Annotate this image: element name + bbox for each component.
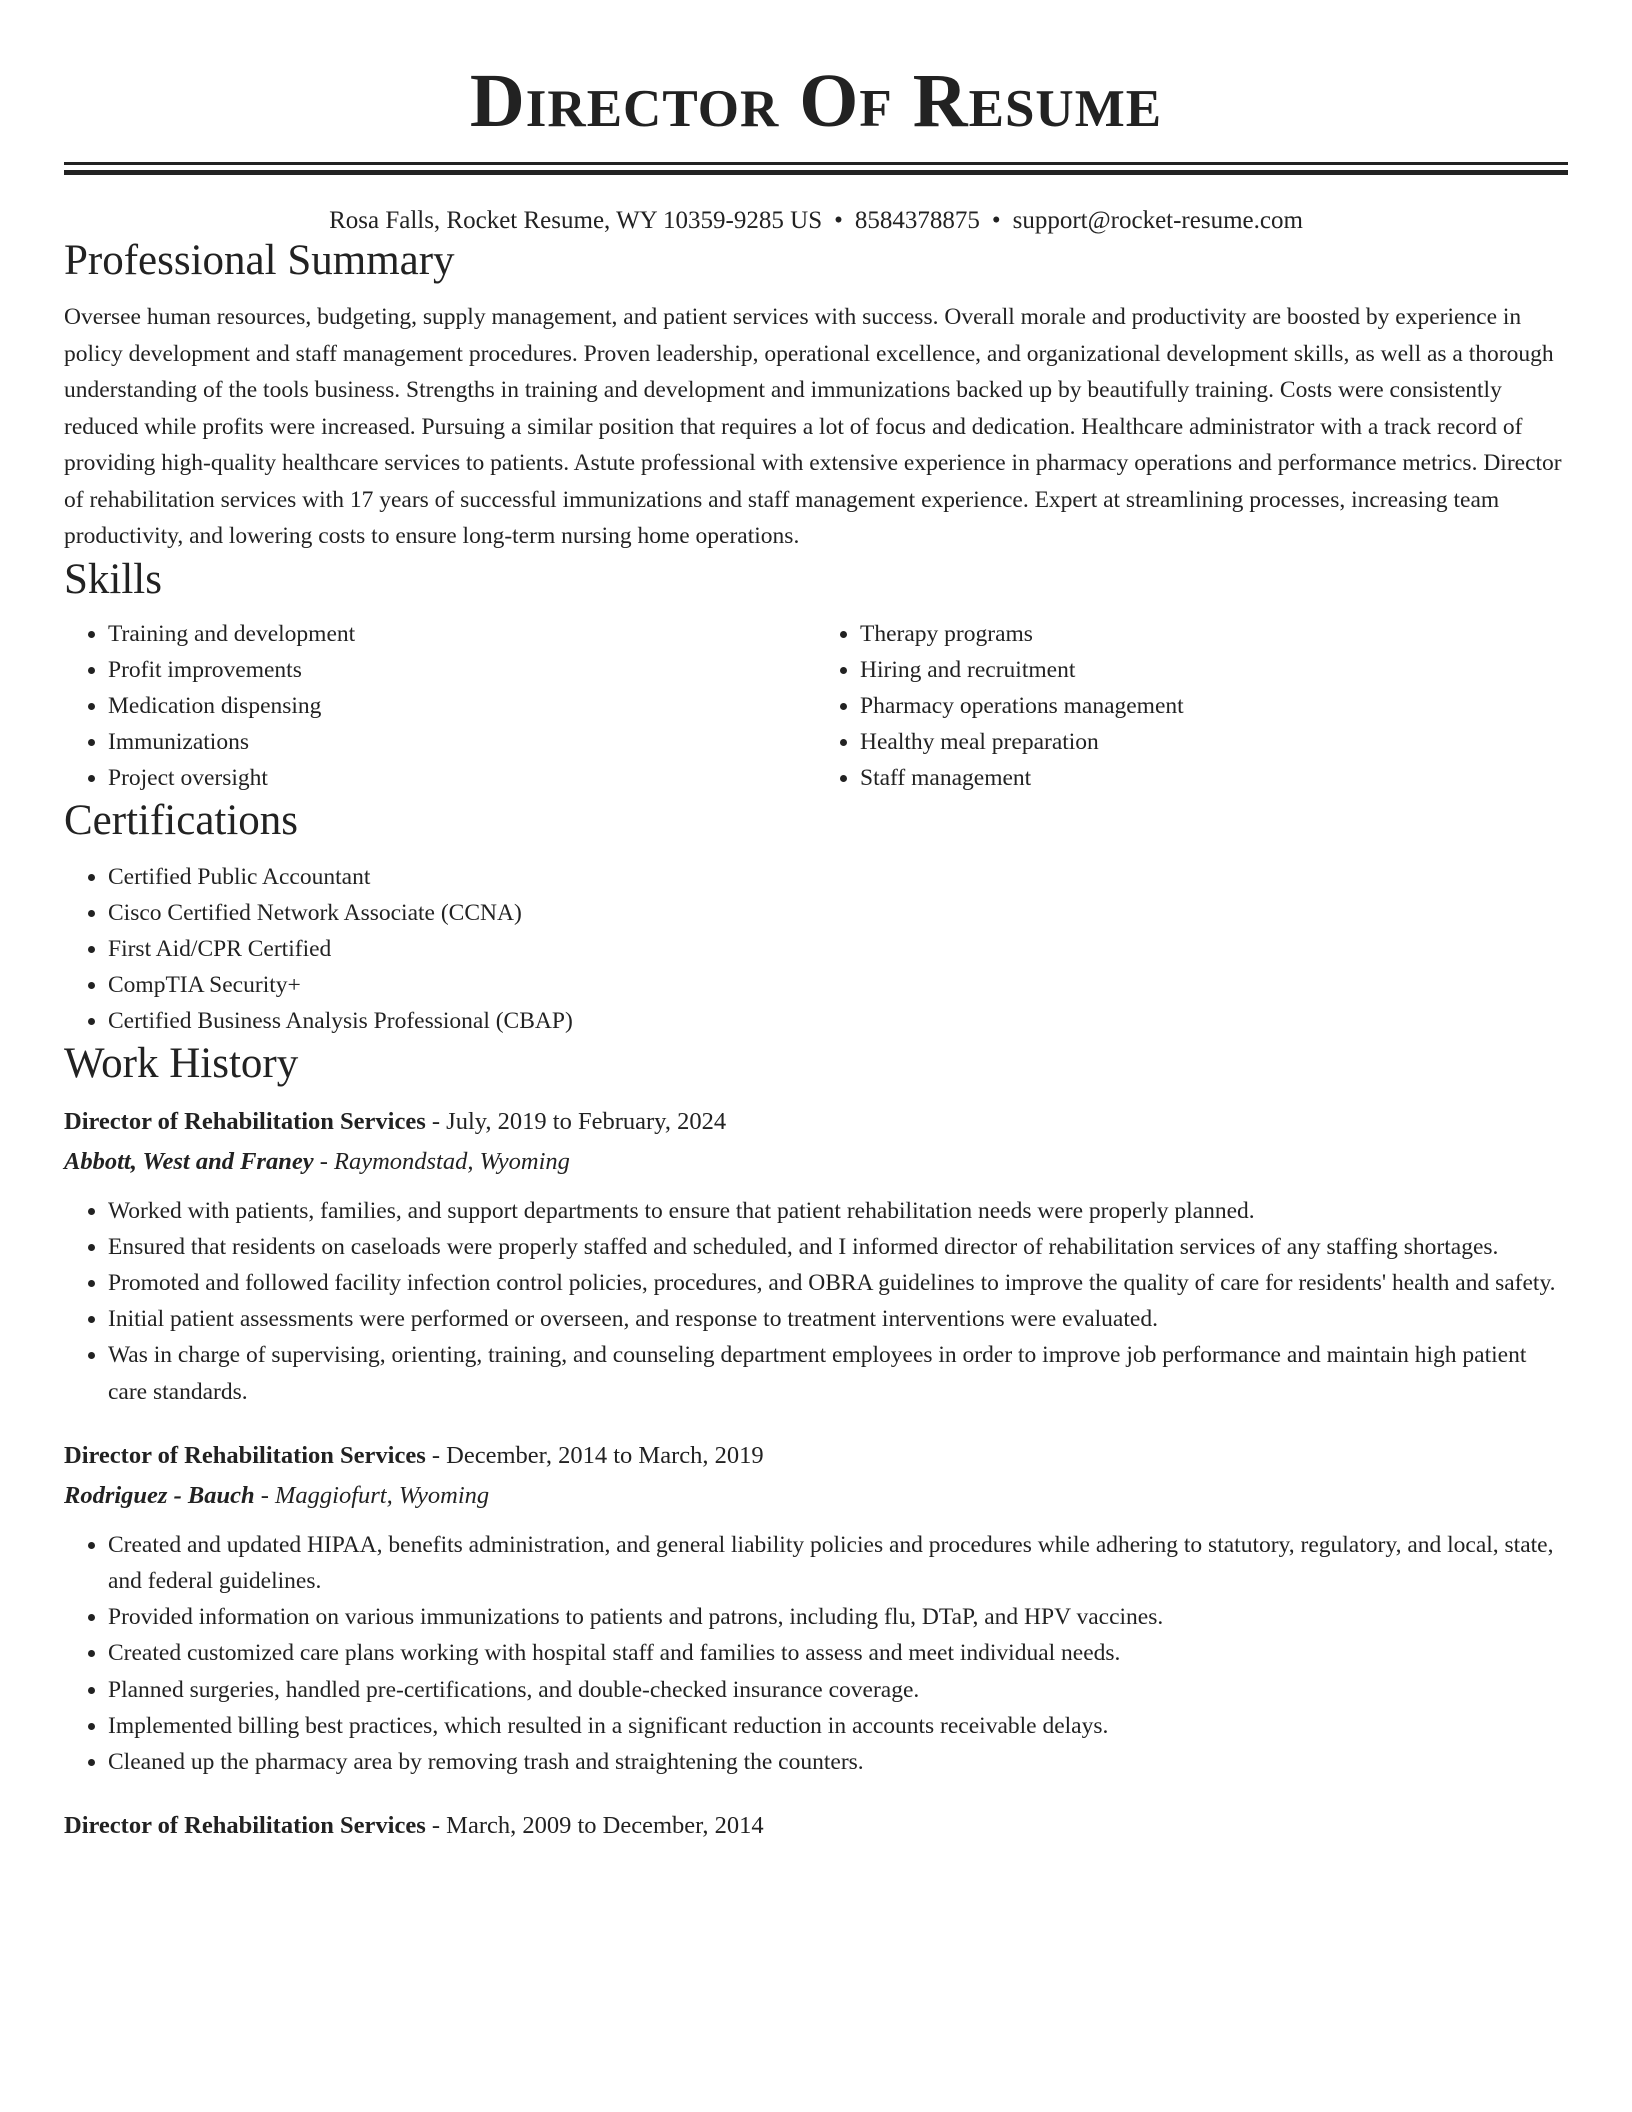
certification-item: • CompTIA Security+	[108, 967, 1568, 1003]
contact-phone: 8584378875	[854, 207, 980, 234]
job-title: Director of Rehabilitation Services	[64, 1441, 426, 1469]
skills-list-right	[816, 616, 1568, 796]
title-double-rule	[64, 162, 1568, 175]
job-bullet: • Initial patient assessments were performed or overseen, and response to treatment interventions were evaluated.	[108, 1301, 1568, 1337]
job-bullets	[64, 1527, 1568, 1780]
job-company: Rodriguez - Bauch	[64, 1481, 255, 1509]
job-bullets	[64, 1193, 1568, 1410]
job-title-line	[64, 1436, 1568, 1476]
job-bullet: • Implemented billing best practices, which resulted in a significant reduction in accounts receivable delays.	[108, 1708, 1568, 1744]
job-bullet: • Cleaned up the pharmacy area by removing trash and straightening the counters.	[108, 1744, 1568, 1780]
skill-item: • Project oversight	[108, 760, 816, 796]
skills-list-left	[64, 616, 816, 796]
skill-item: • Therapy programs	[860, 616, 1568, 652]
job-company: Abbott, West and Franey	[64, 1147, 314, 1175]
skills-heading: Skills	[64, 555, 162, 603]
contact-line	[64, 206, 1568, 236]
skill-item: • Profit improvements	[108, 652, 816, 688]
job-title: Director of Rehabilitation Services	[64, 1107, 426, 1135]
summary-heading: Professional Summary	[64, 237, 455, 284]
job-bullet: • Promoted and followed facility infection control policies, procedures, and OBRA guidelines to improve the quality of care for residents' health and safety.	[108, 1265, 1568, 1301]
job-entry	[64, 1806, 1568, 1846]
resume-title: Director Of Resume	[469, 59, 1163, 143]
skill-item: • Pharmacy operations management	[860, 688, 1568, 724]
job-bullet: • Ensured that residents on caseloads were properly staffed and scheduled, and I informed director of rehabilitation services of any staffing shortages.	[108, 1229, 1568, 1265]
job-title-line	[64, 1806, 1568, 1846]
certification-item: • Certified Public Accountant	[108, 859, 1568, 895]
job-location: - Maggiofurt, Wyoming	[254, 1481, 490, 1509]
skill-item: • Immunizations	[108, 724, 816, 760]
skill-item: • Healthy meal preparation	[860, 724, 1568, 760]
certification-item: • First Aid/CPR Certified	[108, 931, 1568, 967]
skill-item: • Medication dispensing	[108, 688, 816, 724]
contact-address: Rosa Falls, Rocket Resume, WY 10359-9285 US	[329, 207, 823, 234]
job-bullet: • Worked with patients, families, and support departments to ensure that patient rehabilitation needs were properly planned.	[108, 1193, 1568, 1229]
summary-text: Oversee human resources, budgeting, supply management, and patient services with success. Overall morale and productivity are boosted by experience in policy development and staff management procedures. Proven leadership, operational excellence, and organizational development skills, as well as a thorough understanding of the tools business. Strengths in training and development and immunizations backed up by beautifully training. Costs were consistently reduced while profits were increased. Pursuing a similar position that requires a lot of focus and dedication. Healthcare administrator with a track record of providing high-quality healthcare services to patients. Astute professional with extensive experience in pharmacy operations and performance metrics. Director of rehabilitation services with 17 years of successful immunizations and staff management experience. Expert at streamlining processes, increasing team productivity, and lowering costs to ensure long-term nursing home operations.	[64, 304, 1562, 549]
job-dates: - July, 2019 to February, 2024	[425, 1107, 727, 1135]
job-bullet: • Created and updated HIPAA, benefits administration, and general liability policies and procedures while adhering to statutory, regulatory, and local, state, and federal guidelines.	[108, 1527, 1568, 1599]
certifications-heading: Certifications	[64, 796, 299, 844]
job-entry	[64, 1436, 1568, 1780]
contact-separator: •	[991, 207, 1001, 234]
certification-item: • Cisco Certified Network Associate (CCNA)	[108, 895, 1568, 931]
skill-item: • Staff management	[860, 760, 1568, 796]
contact-separator: •	[834, 207, 843, 234]
job-location: - Raymondstad, Wyoming	[313, 1147, 570, 1175]
skills-columns	[64, 616, 1568, 796]
job-bullet: • Was in charge of supervising, orienting, training, and counseling department employees in order to improve job performance and maintain high patient care standards.	[108, 1337, 1568, 1409]
skill-item: • Training and development	[108, 616, 816, 652]
certification-item: • Certified Business Analysis Professional (CBAP)	[108, 1003, 1568, 1039]
skill-item: • Hiring and recruitment	[860, 652, 1568, 688]
job-bullet: • Planned surgeries, handled pre-certifications, and double-checked insurance coverage.	[108, 1672, 1568, 1708]
job-entry	[64, 1102, 1568, 1410]
job-bullet: • Created customized care plans working with hospital staff and families to assess and meet individual needs.	[108, 1635, 1568, 1671]
job-company-line	[64, 1476, 1568, 1515]
contact-email[interactable]: support@rocket-resume.com	[1012, 207, 1303, 234]
work-history-heading: Work History	[64, 1039, 299, 1087]
job-title: Director of Rehabilitation Services	[64, 1812, 426, 1840]
certifications-list	[64, 859, 1568, 1039]
job-dates: - March, 2009 to December, 2014	[425, 1812, 764, 1840]
job-dates: - December, 2014 to March, 2019	[425, 1441, 764, 1469]
job-bullet: • Provided information on various immunizations to patients and patrons, including flu, DTaP, and HPV vaccines.	[108, 1599, 1568, 1635]
job-title-line	[64, 1102, 1568, 1142]
job-company-line	[64, 1142, 1568, 1181]
